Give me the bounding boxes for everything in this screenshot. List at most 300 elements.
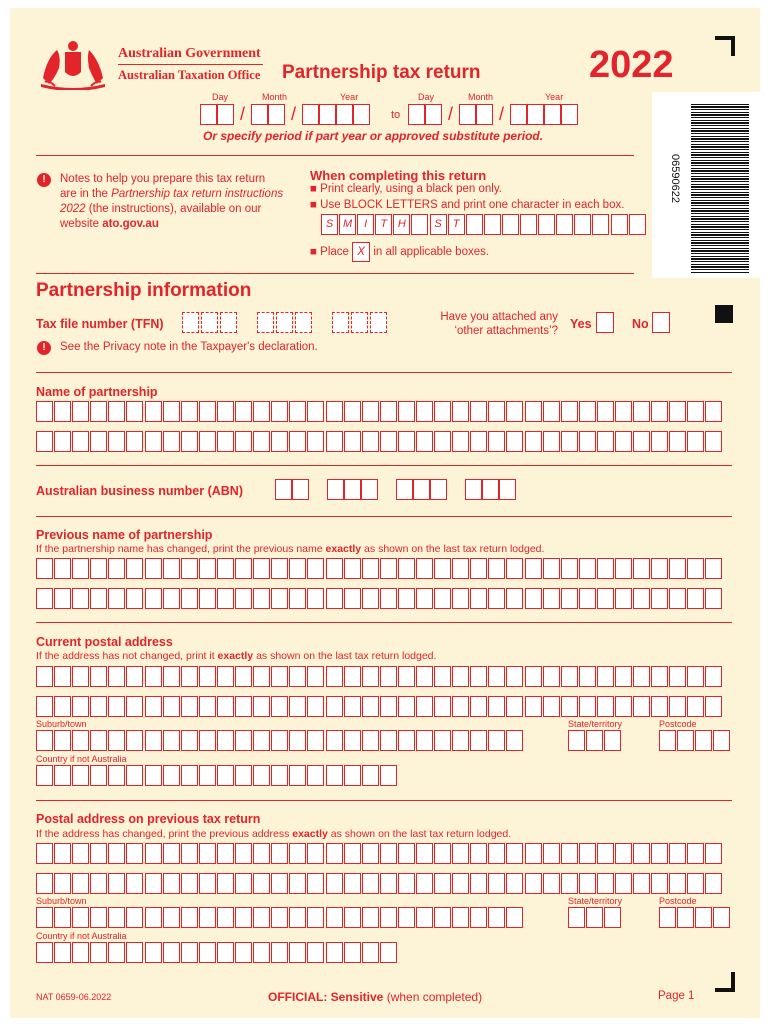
char-box[interactable] [289, 696, 306, 717]
char-box[interactable] [506, 401, 523, 422]
char-box[interactable] [72, 843, 89, 864]
char-box[interactable] [271, 666, 288, 687]
char-box[interactable] [90, 696, 107, 717]
char-box[interactable] [90, 873, 107, 894]
char-box[interactable] [452, 843, 469, 864]
name-field-line-1[interactable] [36, 401, 724, 422]
char-box[interactable] [253, 588, 270, 609]
char-box[interactable] [289, 401, 306, 422]
char-box[interactable] [217, 431, 234, 452]
char-box[interactable] [506, 431, 523, 452]
suburb-field[interactable] [36, 730, 525, 751]
char-box[interactable] [713, 730, 730, 751]
char-box[interactable] [199, 942, 216, 963]
char-box[interactable] [488, 666, 505, 687]
char-box[interactable] [235, 588, 252, 609]
char-box[interactable] [217, 907, 234, 928]
char-box[interactable] [434, 873, 451, 894]
char-box[interactable] [217, 730, 234, 751]
char-box[interactable] [452, 873, 469, 894]
char-box[interactable] [126, 907, 143, 928]
prev-name-line-1[interactable] [36, 558, 724, 579]
char-box[interactable] [253, 730, 270, 751]
char-box[interactable] [362, 401, 379, 422]
char-box[interactable] [108, 765, 125, 786]
char-box[interactable] [651, 558, 668, 579]
char-box[interactable] [271, 765, 288, 786]
from-date-field[interactable]: / / [200, 104, 370, 125]
char-box[interactable] [108, 942, 125, 963]
char-box[interactable] [344, 873, 361, 894]
char-box[interactable] [659, 730, 676, 751]
char-box[interactable] [54, 588, 71, 609]
char-box[interactable] [434, 696, 451, 717]
char-box[interactable] [253, 907, 270, 928]
char-box[interactable] [54, 431, 71, 452]
char-box[interactable] [488, 907, 505, 928]
char-box[interactable] [398, 588, 415, 609]
char-box[interactable] [54, 873, 71, 894]
char-box[interactable] [713, 907, 730, 928]
char-box[interactable] [181, 696, 198, 717]
char-box[interactable] [326, 558, 343, 579]
char-box[interactable] [380, 873, 397, 894]
char-box[interactable] [36, 873, 53, 894]
char-box[interactable] [380, 666, 397, 687]
char-box[interactable] [181, 666, 198, 687]
char-box[interactable] [380, 401, 397, 422]
char-box[interactable] [651, 588, 668, 609]
char-box[interactable] [561, 873, 578, 894]
char-box[interactable] [380, 843, 397, 864]
char-box[interactable] [163, 730, 180, 751]
prev-postal-line-2[interactable] [36, 873, 724, 894]
char-box[interactable] [54, 765, 71, 786]
char-box[interactable] [145, 765, 162, 786]
char-box[interactable] [36, 558, 53, 579]
char-box[interactable] [326, 873, 343, 894]
char-box[interactable] [199, 843, 216, 864]
char-box[interactable] [199, 873, 216, 894]
char-box[interactable] [307, 907, 324, 928]
char-box[interactable] [344, 765, 361, 786]
char-box[interactable] [452, 730, 469, 751]
char-box[interactable] [525, 401, 542, 422]
char-box[interactable] [54, 558, 71, 579]
prev-postal-line-1[interactable] [36, 843, 724, 864]
char-box[interactable] [488, 873, 505, 894]
char-box[interactable] [434, 558, 451, 579]
char-box[interactable] [72, 696, 89, 717]
char-box[interactable] [362, 431, 379, 452]
prev-suburb-field[interactable] [36, 907, 525, 928]
char-box[interactable] [398, 907, 415, 928]
char-box[interactable] [181, 730, 198, 751]
char-box[interactable] [72, 730, 89, 751]
char-box[interactable] [289, 730, 306, 751]
char-box[interactable] [72, 666, 89, 687]
char-box[interactable] [235, 558, 252, 579]
char-box[interactable] [163, 558, 180, 579]
char-box[interactable] [326, 588, 343, 609]
char-box[interactable] [543, 666, 560, 687]
char-box[interactable] [470, 666, 487, 687]
char-box[interactable] [253, 558, 270, 579]
char-box[interactable] [579, 401, 596, 422]
char-box[interactable] [72, 401, 89, 422]
char-box[interactable] [525, 431, 542, 452]
char-box[interactable] [416, 843, 433, 864]
char-box[interactable] [470, 558, 487, 579]
char-box[interactable] [126, 873, 143, 894]
char-box[interactable] [271, 588, 288, 609]
char-box[interactable] [434, 907, 451, 928]
char-box[interactable] [380, 431, 397, 452]
char-box[interactable] [126, 843, 143, 864]
char-box[interactable] [543, 843, 560, 864]
char-box[interactable] [362, 843, 379, 864]
char-box[interactable] [199, 401, 216, 422]
char-box[interactable] [181, 401, 198, 422]
char-box[interactable] [561, 588, 578, 609]
char-box[interactable] [633, 431, 650, 452]
char-box[interactable] [126, 765, 143, 786]
char-box[interactable] [615, 588, 632, 609]
char-box[interactable] [398, 730, 415, 751]
char-box[interactable] [145, 873, 162, 894]
char-box[interactable] [362, 942, 379, 963]
char-box[interactable] [36, 666, 53, 687]
char-box[interactable] [677, 907, 694, 928]
char-box[interactable] [380, 558, 397, 579]
char-box[interactable] [326, 696, 343, 717]
char-box[interactable] [163, 588, 180, 609]
char-box[interactable] [253, 696, 270, 717]
char-box[interactable] [452, 588, 469, 609]
char-box[interactable] [163, 942, 180, 963]
char-box[interactable] [488, 558, 505, 579]
char-box[interactable] [217, 558, 234, 579]
char-box[interactable] [217, 401, 234, 422]
char-box[interactable] [54, 942, 71, 963]
char-box[interactable] [687, 401, 704, 422]
char-box[interactable] [307, 843, 324, 864]
char-box[interactable] [416, 873, 433, 894]
char-box[interactable] [506, 588, 523, 609]
char-box[interactable] [561, 696, 578, 717]
char-box[interactable] [579, 873, 596, 894]
char-box[interactable] [145, 558, 162, 579]
char-box[interactable] [687, 588, 704, 609]
char-box[interactable] [217, 666, 234, 687]
char-box[interactable] [163, 431, 180, 452]
prev-country-field[interactable] [36, 942, 398, 963]
char-box[interactable] [586, 907, 603, 928]
char-box[interactable] [145, 730, 162, 751]
char-box[interactable] [90, 765, 107, 786]
char-box[interactable] [669, 401, 686, 422]
char-box[interactable] [705, 843, 722, 864]
char-box[interactable] [434, 588, 451, 609]
char-box[interactable] [307, 873, 324, 894]
char-box[interactable] [199, 730, 216, 751]
char-box[interactable] [579, 588, 596, 609]
char-box[interactable] [543, 588, 560, 609]
char-box[interactable] [326, 431, 343, 452]
char-box[interactable] [561, 558, 578, 579]
char-box[interactable] [579, 431, 596, 452]
char-box[interactable] [307, 431, 324, 452]
char-box[interactable] [434, 401, 451, 422]
char-box[interactable] [217, 873, 234, 894]
char-box[interactable] [253, 843, 270, 864]
char-box[interactable] [579, 843, 596, 864]
char-box[interactable] [326, 666, 343, 687]
char-box[interactable] [362, 730, 379, 751]
char-box[interactable] [199, 696, 216, 717]
char-box[interactable] [289, 431, 306, 452]
char-box[interactable] [568, 730, 585, 751]
char-box[interactable] [72, 942, 89, 963]
char-box[interactable] [561, 843, 578, 864]
char-box[interactable] [470, 873, 487, 894]
char-box[interactable] [289, 588, 306, 609]
char-box[interactable] [108, 873, 125, 894]
char-box[interactable] [307, 588, 324, 609]
char-box[interactable] [597, 401, 614, 422]
char-box[interactable] [380, 588, 397, 609]
char-box[interactable] [398, 558, 415, 579]
char-box[interactable] [687, 431, 704, 452]
char-box[interactable] [362, 666, 379, 687]
char-box[interactable] [145, 666, 162, 687]
char-box[interactable] [72, 873, 89, 894]
char-box[interactable] [615, 696, 632, 717]
char-box[interactable] [416, 730, 433, 751]
char-box[interactable] [470, 843, 487, 864]
char-box[interactable] [416, 907, 433, 928]
postcode-field[interactable] [659, 730, 731, 751]
char-box[interactable] [36, 431, 53, 452]
char-box[interactable] [181, 873, 198, 894]
char-box[interactable] [633, 696, 650, 717]
char-box[interactable] [687, 873, 704, 894]
char-box[interactable] [579, 666, 596, 687]
char-box[interactable] [235, 696, 252, 717]
char-box[interactable] [687, 666, 704, 687]
char-box[interactable] [289, 907, 306, 928]
char-box[interactable] [597, 588, 614, 609]
char-box[interactable] [235, 730, 252, 751]
char-box[interactable] [163, 401, 180, 422]
char-box[interactable] [669, 558, 686, 579]
char-box[interactable] [181, 431, 198, 452]
char-box[interactable] [90, 588, 107, 609]
char-box[interactable] [506, 666, 523, 687]
char-box[interactable] [416, 696, 433, 717]
tfn-field[interactable] [182, 312, 387, 333]
char-box[interactable] [289, 843, 306, 864]
char-box[interactable] [669, 666, 686, 687]
char-box[interactable] [344, 843, 361, 864]
char-box[interactable] [488, 431, 505, 452]
char-box[interactable] [597, 431, 614, 452]
char-box[interactable] [217, 765, 234, 786]
char-box[interactable] [615, 666, 632, 687]
char-box[interactable] [568, 907, 585, 928]
char-box[interactable] [543, 558, 560, 579]
char-box[interactable] [687, 558, 704, 579]
char-box[interactable] [307, 696, 324, 717]
char-box[interactable] [470, 907, 487, 928]
char-box[interactable] [705, 666, 722, 687]
char-box[interactable] [235, 942, 252, 963]
char-box[interactable] [344, 558, 361, 579]
char-box[interactable] [398, 843, 415, 864]
char-box[interactable] [90, 558, 107, 579]
char-box[interactable] [163, 873, 180, 894]
char-box[interactable] [597, 666, 614, 687]
char-box[interactable] [90, 730, 107, 751]
char-box[interactable] [289, 558, 306, 579]
char-box[interactable] [108, 730, 125, 751]
char-box[interactable] [253, 401, 270, 422]
char-box[interactable] [362, 558, 379, 579]
char-box[interactable] [543, 873, 560, 894]
char-box[interactable] [163, 765, 180, 786]
char-box[interactable] [217, 942, 234, 963]
char-box[interactable] [579, 558, 596, 579]
char-box[interactable] [36, 696, 53, 717]
char-box[interactable] [543, 696, 560, 717]
char-box[interactable] [362, 588, 379, 609]
char-box[interactable] [416, 401, 433, 422]
char-box[interactable] [72, 588, 89, 609]
char-box[interactable] [271, 907, 288, 928]
char-box[interactable] [452, 907, 469, 928]
char-box[interactable] [633, 873, 650, 894]
char-box[interactable] [669, 873, 686, 894]
char-box[interactable] [705, 696, 722, 717]
char-box[interactable] [90, 401, 107, 422]
char-box[interactable] [145, 696, 162, 717]
char-box[interactable] [470, 431, 487, 452]
char-box[interactable] [199, 765, 216, 786]
char-box[interactable] [452, 666, 469, 687]
char-box[interactable] [145, 401, 162, 422]
prev-postcode-field[interactable] [659, 907, 731, 928]
char-box[interactable] [687, 843, 704, 864]
postal-line-2[interactable] [36, 696, 724, 717]
char-box[interactable] [36, 588, 53, 609]
char-box[interactable] [380, 942, 397, 963]
char-box[interactable] [199, 907, 216, 928]
char-box[interactable] [235, 666, 252, 687]
char-box[interactable] [235, 765, 252, 786]
char-box[interactable] [506, 696, 523, 717]
char-box[interactable] [271, 873, 288, 894]
char-box[interactable] [181, 907, 198, 928]
char-box[interactable] [651, 696, 668, 717]
char-box[interactable] [488, 401, 505, 422]
char-box[interactable] [217, 843, 234, 864]
char-box[interactable] [615, 401, 632, 422]
char-box[interactable] [452, 401, 469, 422]
char-box[interactable] [271, 696, 288, 717]
char-box[interactable] [163, 907, 180, 928]
char-box[interactable] [488, 843, 505, 864]
char-box[interactable] [398, 401, 415, 422]
char-box[interactable] [344, 401, 361, 422]
char-box[interactable] [488, 730, 505, 751]
char-box[interactable] [344, 730, 361, 751]
postal-line-1[interactable] [36, 666, 724, 687]
char-box[interactable] [705, 558, 722, 579]
char-box[interactable] [651, 431, 668, 452]
char-box[interactable] [90, 942, 107, 963]
char-box[interactable] [344, 696, 361, 717]
char-box[interactable] [253, 765, 270, 786]
char-box[interactable] [434, 730, 451, 751]
char-box[interactable] [416, 666, 433, 687]
char-box[interactable] [108, 401, 125, 422]
char-box[interactable] [344, 942, 361, 963]
char-box[interactable] [452, 431, 469, 452]
char-box[interactable] [705, 401, 722, 422]
char-box[interactable] [398, 696, 415, 717]
char-box[interactable] [597, 558, 614, 579]
char-box[interactable] [362, 873, 379, 894]
char-box[interactable] [289, 765, 306, 786]
char-box[interactable] [326, 730, 343, 751]
char-box[interactable] [90, 843, 107, 864]
char-box[interactable] [597, 873, 614, 894]
char-box[interactable] [199, 558, 216, 579]
char-box[interactable] [705, 431, 722, 452]
char-box[interactable] [163, 696, 180, 717]
char-box[interactable] [72, 907, 89, 928]
char-box[interactable] [470, 730, 487, 751]
char-box[interactable] [72, 765, 89, 786]
char-box[interactable] [380, 765, 397, 786]
char-box[interactable] [677, 730, 694, 751]
char-box[interactable] [145, 942, 162, 963]
char-box[interactable] [525, 873, 542, 894]
char-box[interactable] [651, 401, 668, 422]
char-box[interactable] [54, 730, 71, 751]
char-box[interactable] [380, 907, 397, 928]
to-date-field[interactable]: / / [408, 104, 578, 125]
char-box[interactable] [705, 588, 722, 609]
char-box[interactable] [543, 431, 560, 452]
char-box[interactable] [36, 765, 53, 786]
char-box[interactable] [163, 843, 180, 864]
char-box[interactable] [126, 730, 143, 751]
char-box[interactable] [289, 666, 306, 687]
char-box[interactable] [561, 666, 578, 687]
char-box[interactable] [669, 431, 686, 452]
char-box[interactable] [416, 431, 433, 452]
char-box[interactable] [126, 942, 143, 963]
char-box[interactable] [416, 588, 433, 609]
char-box[interactable] [235, 431, 252, 452]
char-box[interactable] [651, 843, 668, 864]
char-box[interactable] [651, 666, 668, 687]
char-box[interactable] [271, 843, 288, 864]
char-box[interactable] [54, 696, 71, 717]
char-box[interactable] [586, 730, 603, 751]
char-box[interactable] [659, 907, 676, 928]
